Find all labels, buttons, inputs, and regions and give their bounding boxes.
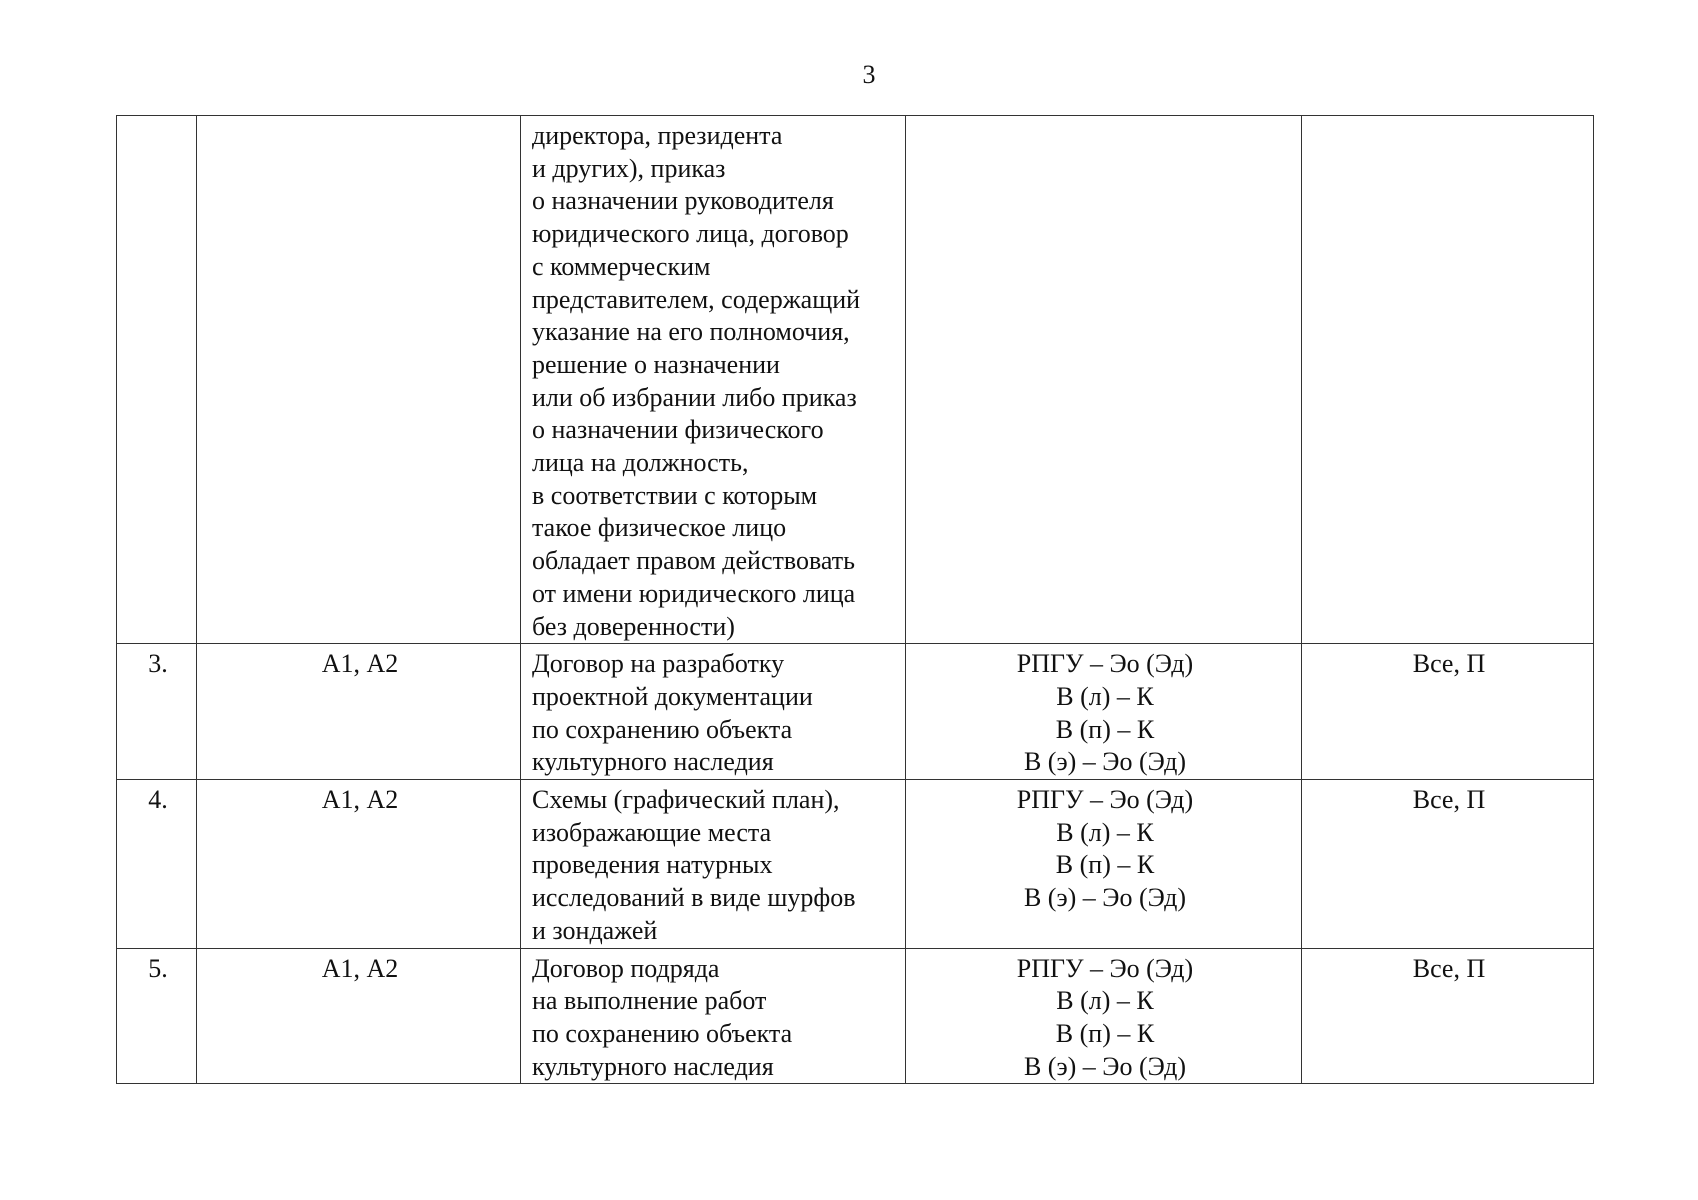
documents-table xyxy=(116,115,1594,1084)
document-name-line: Договор подряда xyxy=(532,953,720,983)
document-name-line: исследований в виде шурфов xyxy=(532,883,856,913)
applicability-cell xyxy=(1302,116,1594,644)
applicant-codes-cell xyxy=(197,116,521,644)
submission-form-line: В (п) – К xyxy=(1055,850,1155,880)
submission-form-cell xyxy=(906,948,1302,1084)
document-name-line: представителем, содержащий xyxy=(532,284,861,314)
document-name-line: решение о назначении xyxy=(532,349,780,379)
document-name-line: и зондажей xyxy=(532,915,658,945)
document-name-line: проектной документации xyxy=(532,681,813,711)
document-name-cell xyxy=(521,644,906,780)
document-name-line: по сохранению объекта xyxy=(532,714,793,744)
document-name-line: или об избрании либо приказ xyxy=(532,382,857,412)
submission-form-line: В (л) – К xyxy=(1056,817,1154,847)
document-name-line: обладает правом действовать xyxy=(532,546,855,576)
submission-form-cell xyxy=(906,116,1302,644)
submission-form-line: В (п) – К xyxy=(1055,714,1155,744)
document-name-line: с коммерческим xyxy=(532,251,711,281)
document-name-line: Договор на разработку xyxy=(532,649,785,679)
submission-form-line: В (э) – Эо (Эд) xyxy=(1023,1051,1187,1081)
document-name-line: указание на его полномочия, xyxy=(532,317,850,347)
applicant-codes-cell: А1, А2 xyxy=(197,644,521,780)
row-number-cell: 4. xyxy=(117,780,197,949)
submission-form-line: В (э) – Эо (Эд) xyxy=(1023,747,1187,777)
applicability-cell: Все, П xyxy=(1302,780,1594,949)
table-body xyxy=(117,116,1594,1084)
submission-form-line: РПГУ – Эо (Эд) xyxy=(1016,953,1194,983)
submission-form-line: В (п) – К xyxy=(1055,1018,1155,1048)
applicability-cell: Все, П xyxy=(1302,644,1594,780)
document-name-line: и других), приказ xyxy=(532,153,726,183)
table-row xyxy=(117,116,1594,644)
document-name-cell xyxy=(521,116,906,644)
document-name-line: по сохранению объекта xyxy=(532,1018,793,1048)
document-name-line: в соответствии с которым xyxy=(532,480,818,510)
submission-form-line: В (э) – Эо (Эд) xyxy=(1023,883,1187,913)
submission-form-cell xyxy=(906,780,1302,949)
document-name-line: культурного наследия xyxy=(532,1051,774,1081)
submission-form-line: РПГУ – Эо (Эд) xyxy=(1016,649,1194,679)
document-name-line: о назначении руководителя xyxy=(532,186,834,216)
submission-form-line: В (л) – К xyxy=(1056,681,1154,711)
applicant-codes-cell: А1, А2 xyxy=(197,780,521,949)
table-row xyxy=(117,948,1594,1084)
submission-form-line: РПГУ – Эо (Эд) xyxy=(1016,785,1194,815)
document-name-line: лица на должность, xyxy=(532,448,749,478)
document-name-cell xyxy=(521,948,906,1084)
table-row xyxy=(117,644,1594,780)
document-name-cell xyxy=(521,780,906,949)
row-number-cell: 3. xyxy=(117,644,197,780)
document-name-line: культурного наследия xyxy=(532,747,774,777)
submission-form-cell xyxy=(906,644,1302,780)
applicability-cell: Все, П xyxy=(1302,948,1594,1084)
document-name-line: на выполнение работ xyxy=(532,986,767,1016)
table-row xyxy=(117,780,1594,949)
document-name-line: о назначении физического xyxy=(532,415,824,445)
page-number: 3 xyxy=(862,60,876,89)
document-name-line: без доверенности) xyxy=(532,611,735,641)
document-name-line: изображающие места xyxy=(532,817,772,847)
submission-form-line: В (л) – К xyxy=(1056,986,1154,1016)
document-name-line: такое физическое лицо xyxy=(532,513,787,543)
document-name-line: Схемы (графический план), xyxy=(532,785,840,815)
document-name-line: от имени юридического лица xyxy=(532,578,856,608)
row-number-cell xyxy=(117,116,197,644)
document-name-line: директора, президента xyxy=(532,121,783,150)
applicant-codes-cell: А1, А2 xyxy=(197,948,521,1084)
row-number-cell: 5. xyxy=(117,948,197,1084)
document-name-line: проведения натурных xyxy=(532,850,773,880)
document-name-line: юридического лица, договор xyxy=(532,219,849,249)
